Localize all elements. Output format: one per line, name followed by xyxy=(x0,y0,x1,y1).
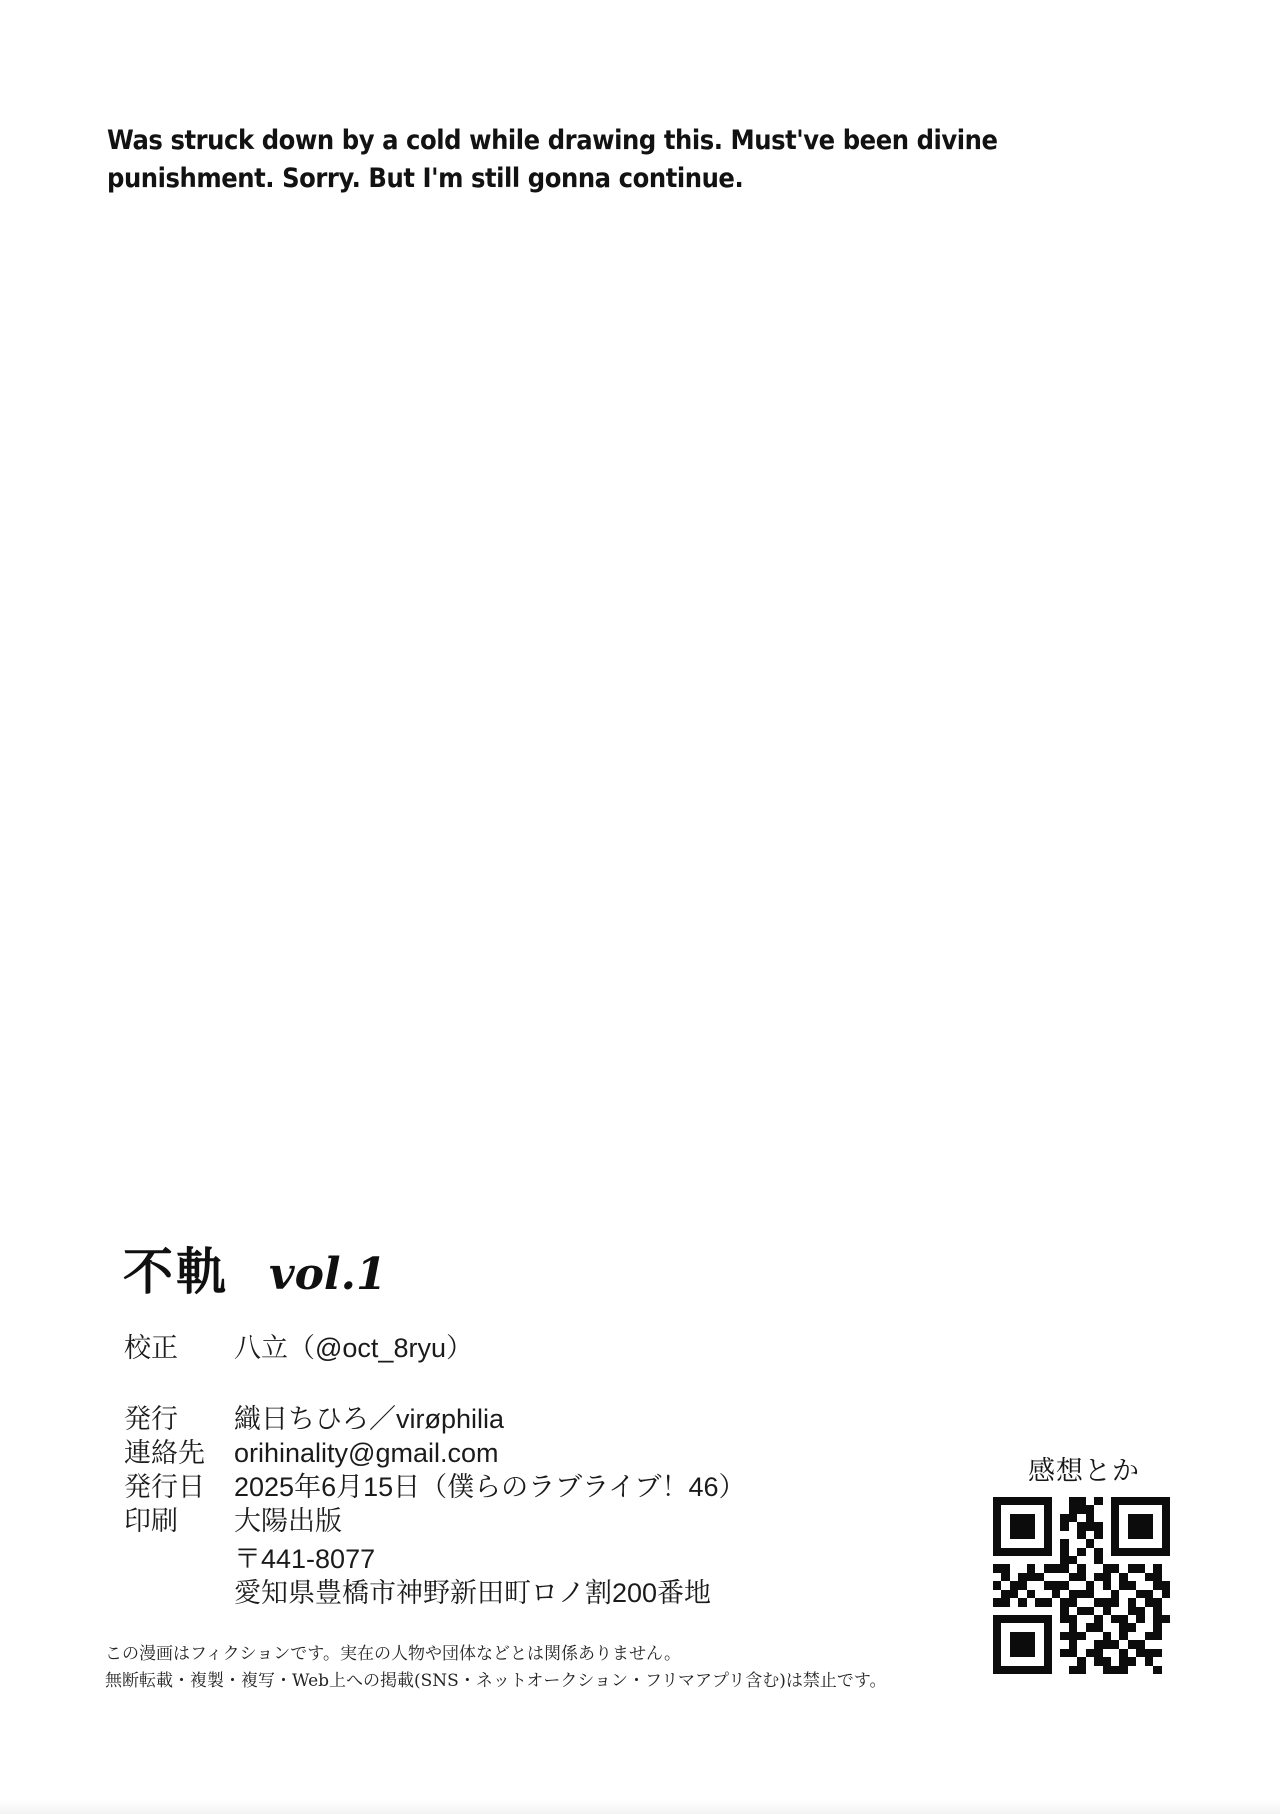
note-line-1: Was struck down by a cold while drawing this. Must've been divine xyxy=(107,125,998,156)
credit-label: 発行 xyxy=(124,1404,178,1434)
credit-label: 印刷 xyxy=(124,1506,178,1536)
credit-value: 八立（@oct_8ryu） xyxy=(234,1333,473,1363)
disclaimer-line-2: 無断転載・複製・複写・Web上への掲載(SNS・ネットオークション・フリマアプリ含む)は禁止です。 xyxy=(105,1671,887,1691)
feedback-label: 感想とか xyxy=(1028,1456,1140,1486)
translator-note xyxy=(107,122,998,198)
credit-row-proofreading xyxy=(124,1331,746,1365)
credit-value: 大陽出版 xyxy=(234,1506,342,1536)
credit-value: 2025年6月15日（僕らのラブライブ！46） xyxy=(234,1472,746,1502)
credit-label: 発行日 xyxy=(124,1472,205,1502)
qr-code xyxy=(993,1497,1170,1674)
title-volume: vol.1 xyxy=(269,1249,387,1300)
disclaimer xyxy=(105,1641,887,1695)
credit-row-publisher xyxy=(124,1402,746,1436)
book-title xyxy=(123,1232,387,1304)
credit-value: 織日ちひろ／virøphilia xyxy=(234,1404,505,1434)
credits-list xyxy=(124,1331,746,1610)
printer-address: 愛知県豊橋市神野新田町ロノ割200番地 xyxy=(234,1578,712,1608)
postal-code: 〒441-8077 xyxy=(234,1544,376,1574)
credit-value: orihinality@gmail.com xyxy=(234,1438,499,1468)
credit-label: 連絡先 xyxy=(124,1438,205,1468)
title-kanji: 不軌 xyxy=(123,1242,229,1301)
note-line-2: punishment. Sorry. But I'm still gonna continue. xyxy=(107,163,744,194)
credit-row-contact xyxy=(124,1436,746,1470)
page-bottom-shade xyxy=(0,1800,1280,1814)
disclaimer-line-1: この漫画はフィクションです。実在の人物や団体などとは関係ありません。 xyxy=(105,1644,681,1664)
credit-row-printer xyxy=(124,1504,746,1538)
credit-row-publish-date xyxy=(124,1470,746,1504)
credit-label: 校正 xyxy=(124,1333,178,1363)
